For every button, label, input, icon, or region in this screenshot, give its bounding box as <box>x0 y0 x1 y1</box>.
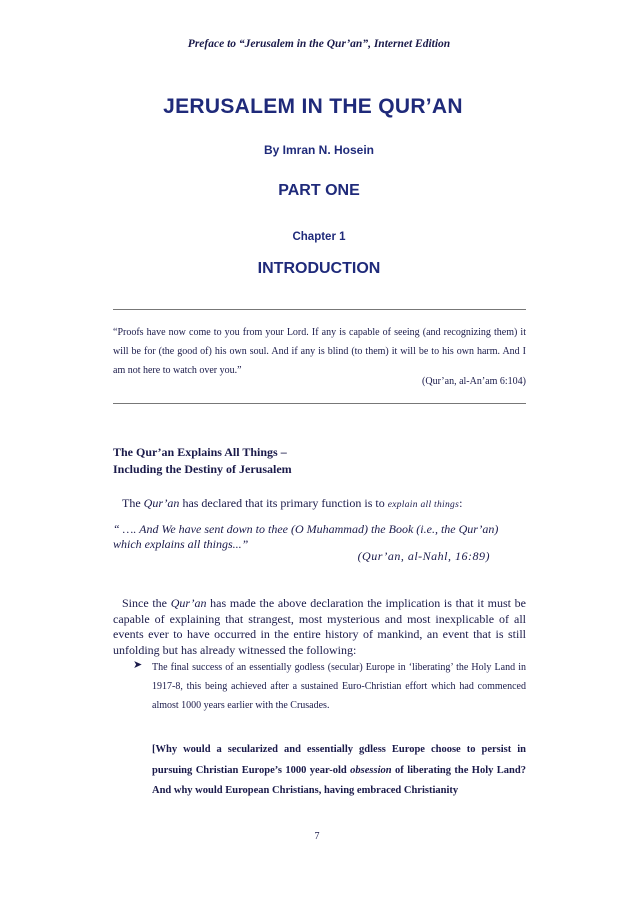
epigraph-reference: (Qur’an, al-An’am 6:104) <box>422 376 526 387</box>
book-title-text: JERUSALEM IN THE QUR’AN <box>163 95 463 118</box>
para1-pre: The <box>122 496 144 510</box>
para2-quran: Qur’an <box>170 596 207 610</box>
section-heading-line1: The Qur’an Explains All Things – <box>113 445 287 459</box>
epigraph-text: “Proofs have now come to you from your Lord. If any is capable of seeing (and recognizing them) it will be for (the good of) his own soul. And if any is blind (to them) it will be to his own harm. And I am not here to watch over you.” <box>113 327 526 376</box>
paragraph-primary-function <box>122 496 526 511</box>
part-heading: PART ONE <box>278 182 360 199</box>
para2-rest: has made the above declaration the implication is that it must be capable of explaining that strangest, most mysterious and most inexplicable of all events ever to have occurred in the entire history of mankind, an event that is still unfolding but has already witnessed the following: <box>113 596 526 657</box>
author-byline: By Imran N. Hosein <box>263 143 375 157</box>
verse-reference: (Qur’an, al-Nahl, 16:89) <box>357 549 490 563</box>
chapter-title: INTRODUCTION <box>257 260 381 277</box>
page-number <box>0 831 638 842</box>
divider-top <box>113 309 526 310</box>
section-heading-line2: Including the Destiny of Jerusalem <box>113 462 292 476</box>
arrow-bullet-icon: ➤ <box>133 658 143 671</box>
page-number-text: 7 <box>314 831 320 842</box>
para2-pre: Since the <box>122 596 171 610</box>
para1-mid: has declared that its primary function is to <box>179 496 388 510</box>
verse-quote: “ …. And We have sent down to thee (O Muhammad) the Book (i.e., the Qur’an) which explains all things...” <box>113 522 499 551</box>
bullet-text: The final success of an essentially godless (secular) Europe in ‘liberating’ the Holy Land in 1917-8, this being achieved after a sustained Euro-Christian effort which had commenced almost 1000 years earlier with the Crusades. <box>152 662 526 711</box>
chapter-number: Chapter 1 <box>292 231 346 243</box>
divider-bottom <box>113 403 526 404</box>
paragraph-implication <box>113 596 526 658</box>
book-title <box>0 95 638 119</box>
para1-quran: Qur’an <box>143 496 180 510</box>
bracket-pre: [Why would a secularized and essentially gdless Europe choose to persist in pursuing Christian Europe’s 1000 year-old <box>152 744 526 776</box>
para1-end: : <box>459 496 463 510</box>
bracket-italic: obsession <box>350 764 392 776</box>
running-header: Preface to “Jerusalem in the Qur’an”, Internet Edition <box>187 38 451 50</box>
bracketed-commentary <box>152 740 526 802</box>
para1-phrase: explain all things <box>387 500 460 510</box>
section-heading <box>113 444 526 478</box>
bracket-post: of liberating the Holy Land? And why would European Christians, having embraced Christianity <box>152 764 526 796</box>
